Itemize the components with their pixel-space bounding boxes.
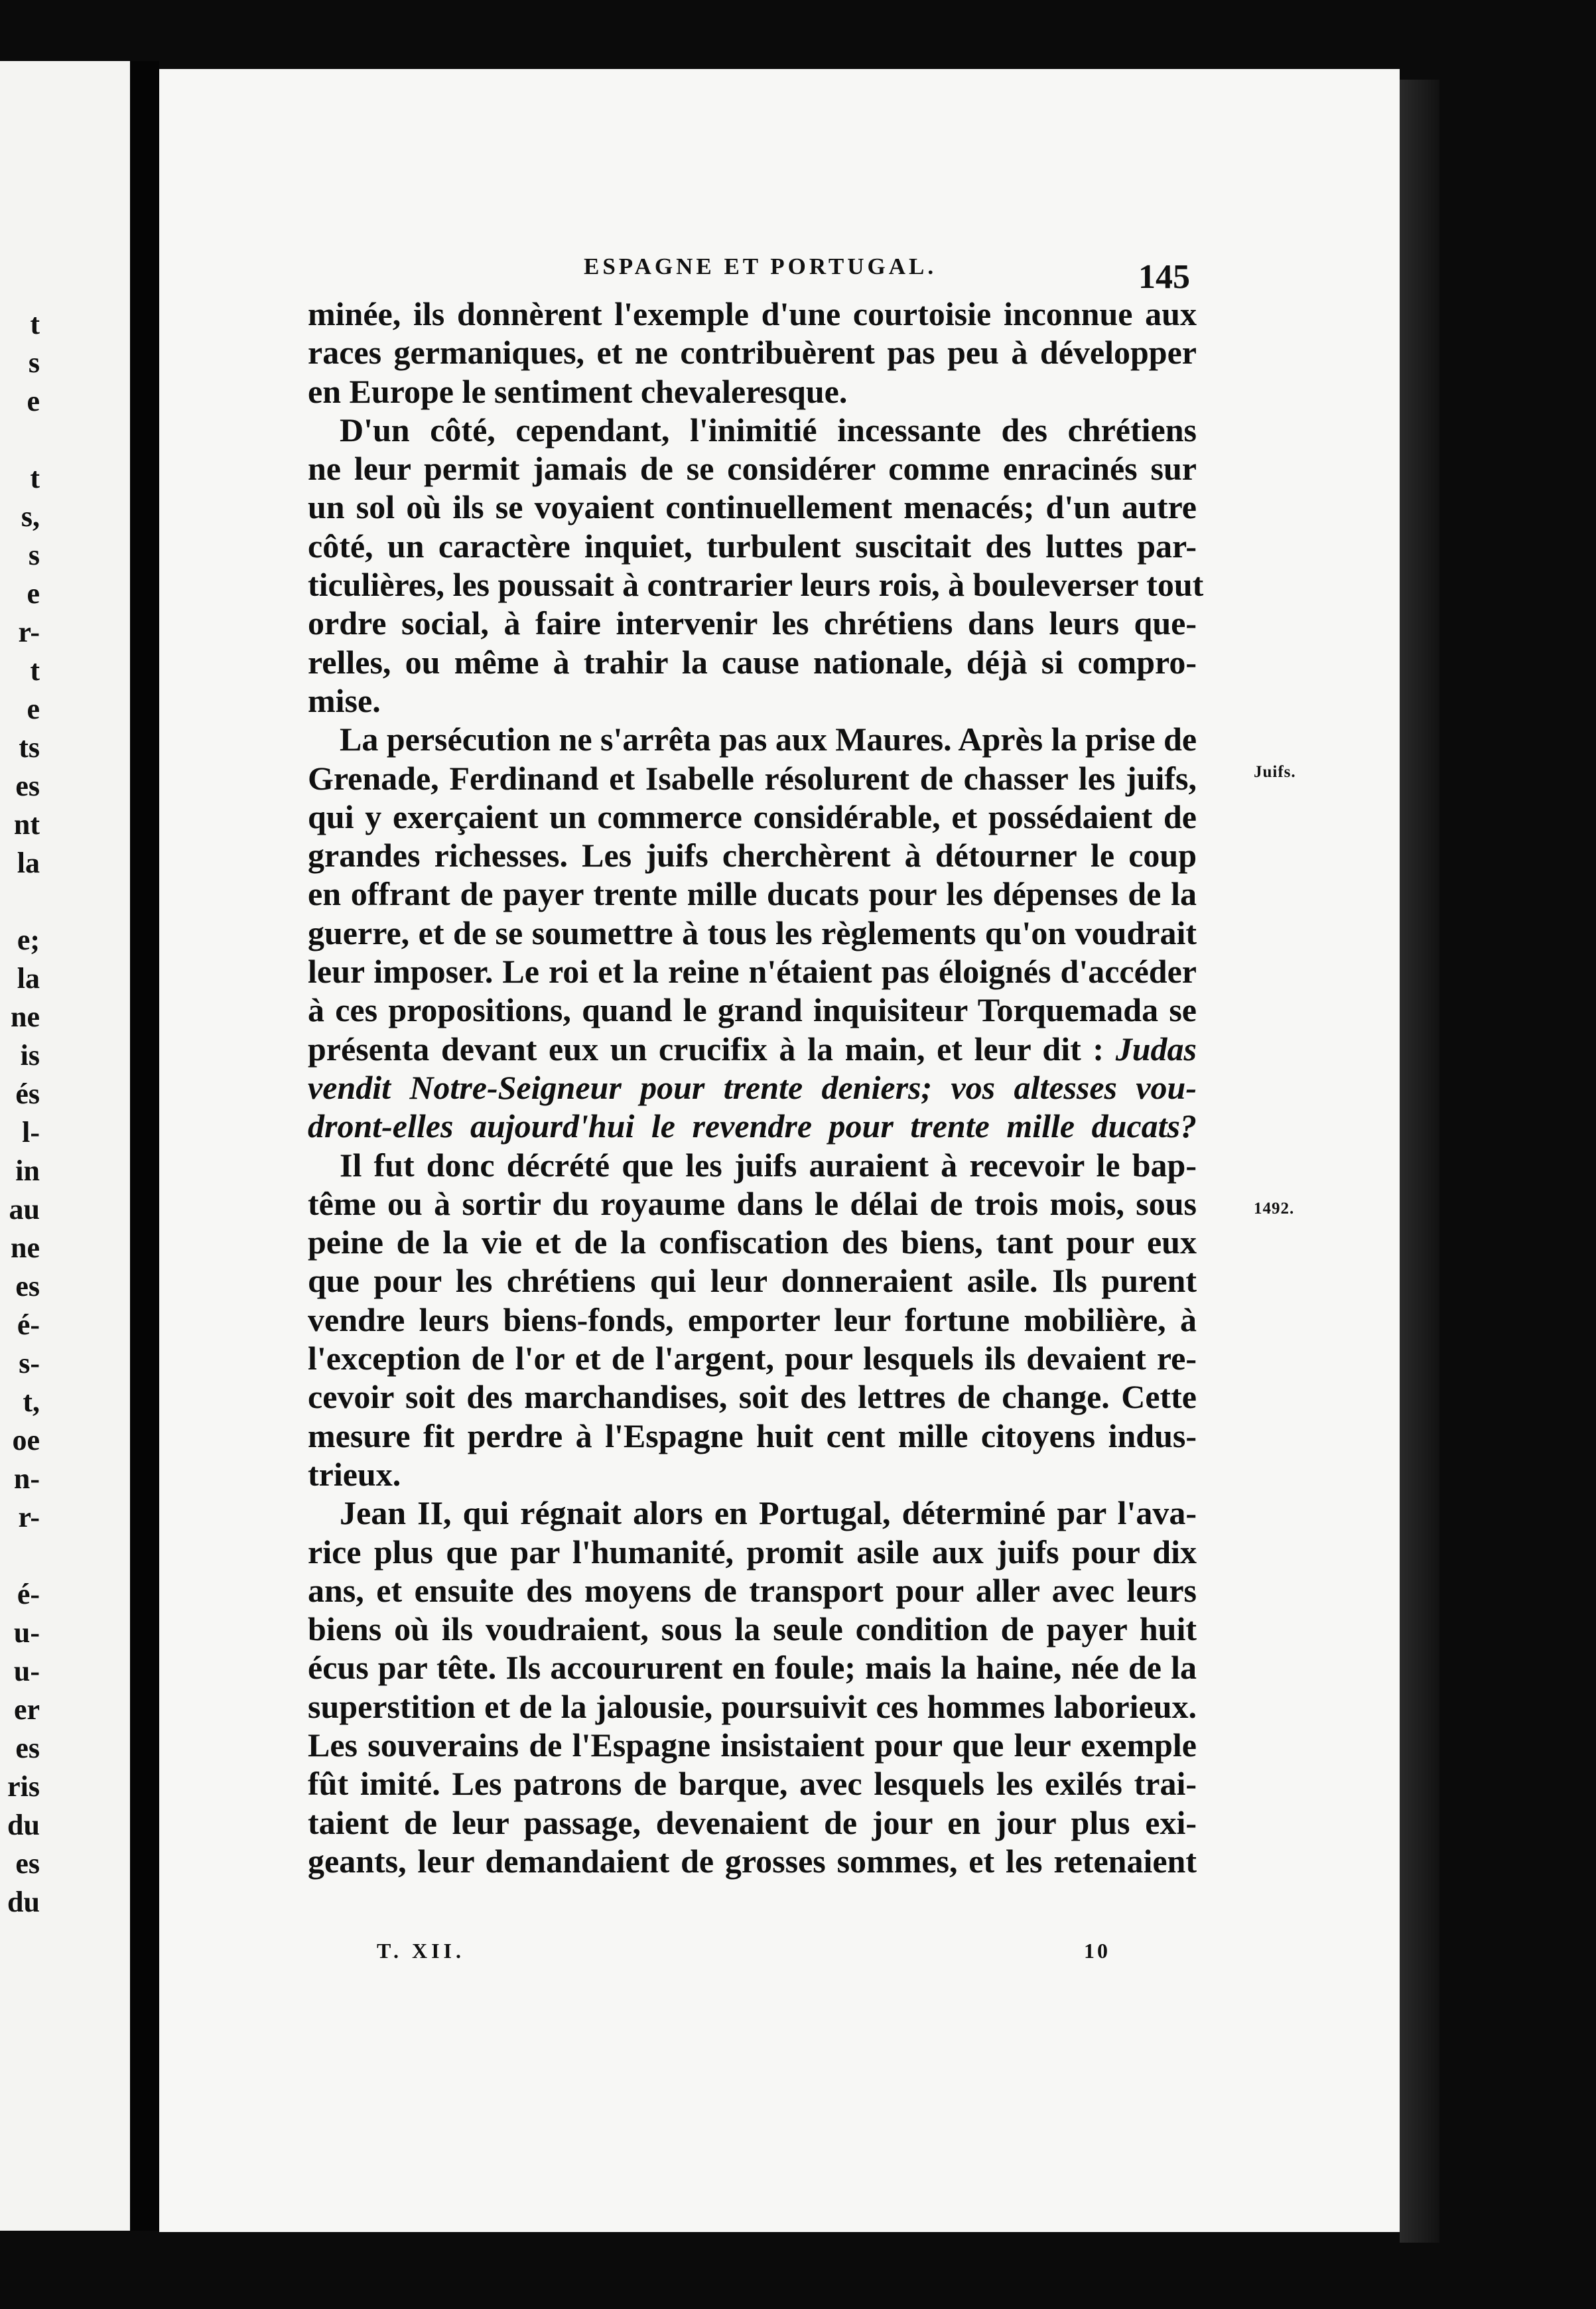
- text-line: tême ou à sortir du royaume dans le délai de trois mois, sous: [308, 1184, 1197, 1222]
- margin-note-juifs: Juifs.: [1254, 763, 1296, 781]
- text-line: guerre, et de se soumettre à tous les règlements qu'on voudrait: [308, 914, 1197, 951]
- text-line: grandes richesses. Les juifs cherchèrent à détourner le coup: [308, 837, 1197, 875]
- left-fragment: is: [20, 1039, 40, 1072]
- left-fragment: s: [28, 346, 40, 379]
- left-fragment: e: [27, 577, 40, 610]
- left-fragment: [0, 421, 40, 459]
- left-fragment: ris: [7, 1770, 40, 1803]
- text-line: fût imité. Les patrons de barque, avec lesquels les exilés trai-: [308, 1765, 1197, 1803]
- left-fragment: nt: [13, 808, 40, 841]
- left-fragment: é-: [17, 1308, 40, 1341]
- text-line: présenta devant eux un crucifix à la main, et leur dit : Judas: [308, 1030, 1197, 1068]
- left-fragment: s,: [21, 500, 40, 533]
- left-fragment: r-: [18, 616, 40, 648]
- left-fragment: ts: [19, 731, 40, 764]
- text-line: qui y exerçaient un commerce considérable, et possédaient de: [308, 798, 1197, 835]
- text-line: vendit Notre-Seigneur pour trente deniers; vos altesses vou-: [308, 1068, 1197, 1106]
- text-line: peine de la vie et de la confiscation des biens, tant pour eux: [308, 1224, 1197, 1261]
- text-line: races germaniques, et ne contribuèrent pas peu à développer: [308, 334, 1197, 372]
- left-fragment: la: [17, 962, 40, 995]
- running-head: ESPAGNE ET PORTUGAL.: [584, 253, 937, 279]
- left-fragment: es: [15, 1732, 40, 1764]
- text-line: Grenade, Ferdinand et Isabelle résolurent de chasser les juifs,: [308, 759, 1197, 797]
- text-line: vendre leurs biens-fonds, emporter leur fortune mobilière, à: [308, 1300, 1197, 1338]
- text-line: relles, ou même à trahir la cause nationale, déjà si compro-: [308, 643, 1197, 681]
- left-fragment: in: [15, 1154, 40, 1187]
- text-line: cevoir soit des marchandises, soit des lettres de change. Cette: [308, 1378, 1197, 1416]
- body-text: [308, 295, 1204, 1880]
- text-line: leur imposer. Le roi et la reine n'étaient pas éloignés d'accéder: [308, 953, 1197, 991]
- text-line: La persécution ne s'arrêta pas aux Maures. Après la prise de: [340, 721, 1197, 758]
- text-line: l'exception de l'or et de l'argent, pour lesquels ils devaient re-: [308, 1340, 1197, 1377]
- left-fragment: s: [28, 539, 40, 571]
- text-line: ans, et ensuite des moyens de transport pour aller avec leurs: [308, 1571, 1197, 1609]
- text-line: écus par tête. Ils accoururent en foule; mais la haine, née de la: [308, 1649, 1197, 1687]
- book-gutter: [130, 61, 159, 2231]
- left-fragment: ne: [11, 1001, 40, 1033]
- left-fragment: du: [7, 1886, 40, 1918]
- left-fragment: du: [7, 1809, 40, 1841]
- left-fragment: l-: [22, 1116, 40, 1149]
- left-fragment: u-: [13, 1616, 40, 1649]
- signature-mark: T. XII.: [377, 1939, 465, 1963]
- text-line: trieux.: [308, 1455, 401, 1493]
- text-line: en Europe le sentiment chevaleresque.: [308, 372, 848, 410]
- left-fragment: s-: [19, 1347, 40, 1379]
- left-fragment: es: [15, 770, 40, 802]
- text-line: ordre social, à faire intervenir les chrétiens dans leurs que-: [308, 604, 1197, 642]
- text-line: que pour les chrétiens qui leur donneraient asile. Ils purent: [308, 1262, 1197, 1300]
- left-fragment: oe: [12, 1424, 40, 1456]
- text-line: Il fut donc décrété que les juifs auraient à recevoir le bap-: [340, 1146, 1197, 1184]
- text-line: ne leur permit jamais de se considérer comme enracinés sur: [308, 450, 1197, 488]
- margin-note-year: 1492.: [1254, 1200, 1295, 1218]
- left-fragment: e;: [17, 924, 40, 956]
- text-line: côté, un caractère inquiet, turbulent suscitait des luttes par-: [308, 527, 1197, 565]
- left-fragment: u-: [13, 1655, 40, 1687]
- text-line: biens où ils voudraient, sous la seule condition de payer huit: [308, 1610, 1197, 1648]
- text-line: rice plus que par l'humanité, promit asile aux juifs pour dix: [308, 1533, 1197, 1571]
- left-fragment: t: [30, 654, 40, 687]
- left-fragment: [0, 882, 40, 921]
- left-fragment: er: [13, 1693, 40, 1726]
- text-line: Les souverains de l'Espagne insistaient pour que leur exemple: [308, 1726, 1197, 1764]
- left-fragment: au: [9, 1193, 40, 1225]
- text-line: D'un côté, cependant, l'inimitié incessante des chrétiens: [340, 411, 1197, 449]
- text-line: dront-elles aujourd'hui le revendre pour trente mille ducats?: [308, 1107, 1197, 1145]
- left-fragment: t,: [23, 1385, 40, 1418]
- left-fragment: t: [30, 462, 40, 494]
- text-line: un sol où ils se voyaient continuellement menacés; d'un autre: [308, 488, 1197, 526]
- left-fragment: é-: [17, 1578, 40, 1610]
- left-fragment: es: [15, 1847, 40, 1880]
- text-line: geants, leur demandaient de grosses sommes, et les retenaient: [308, 1842, 1197, 1880]
- left-fragment: e: [27, 693, 40, 725]
- text-line: mise.: [308, 681, 381, 719]
- left-fragment: ne: [11, 1231, 40, 1264]
- left-fragment: e: [27, 385, 40, 417]
- left-fragment: [0, 1537, 40, 1575]
- text-line: minée, ils donnèrent l'exemple d'une courtoisie inconnue aux: [308, 295, 1197, 332]
- left-fragment: t: [30, 308, 40, 340]
- left-fragment: la: [17, 847, 40, 879]
- left-page-text-fragments: [0, 305, 40, 1922]
- left-fragment: es: [15, 1270, 40, 1302]
- text-line: ticulières, les poussait à contrarier leurs rois, à bouleverser tout: [308, 566, 1204, 604]
- text-line: en offrant de payer trente mille ducats pour les dépenses de la: [308, 875, 1197, 913]
- left-fragment: r-: [18, 1501, 40, 1533]
- book-edge: [1400, 80, 1439, 2243]
- text-line: Jean II, qui régnait alors en Portugal, déterminé par l'ava-: [340, 1494, 1197, 1532]
- text-line: taient de leur passage, devenaient de jour en jour plus exi-: [308, 1803, 1197, 1841]
- text-line: mesure fit perdre à l'Espagne huit cent mille citoyens indus-: [308, 1417, 1197, 1454]
- text-line: à ces propositions, quand le grand inquisiteur Torquemada se: [308, 991, 1197, 1029]
- page-number: 145: [1138, 258, 1190, 296]
- left-fragment: és: [15, 1078, 40, 1110]
- text-line: superstition et de la jalousie, poursuivit ces hommes laborieux.: [308, 1687, 1197, 1725]
- left-fragment: n-: [13, 1462, 40, 1495]
- sheet-number: 10: [1084, 1939, 1110, 1963]
